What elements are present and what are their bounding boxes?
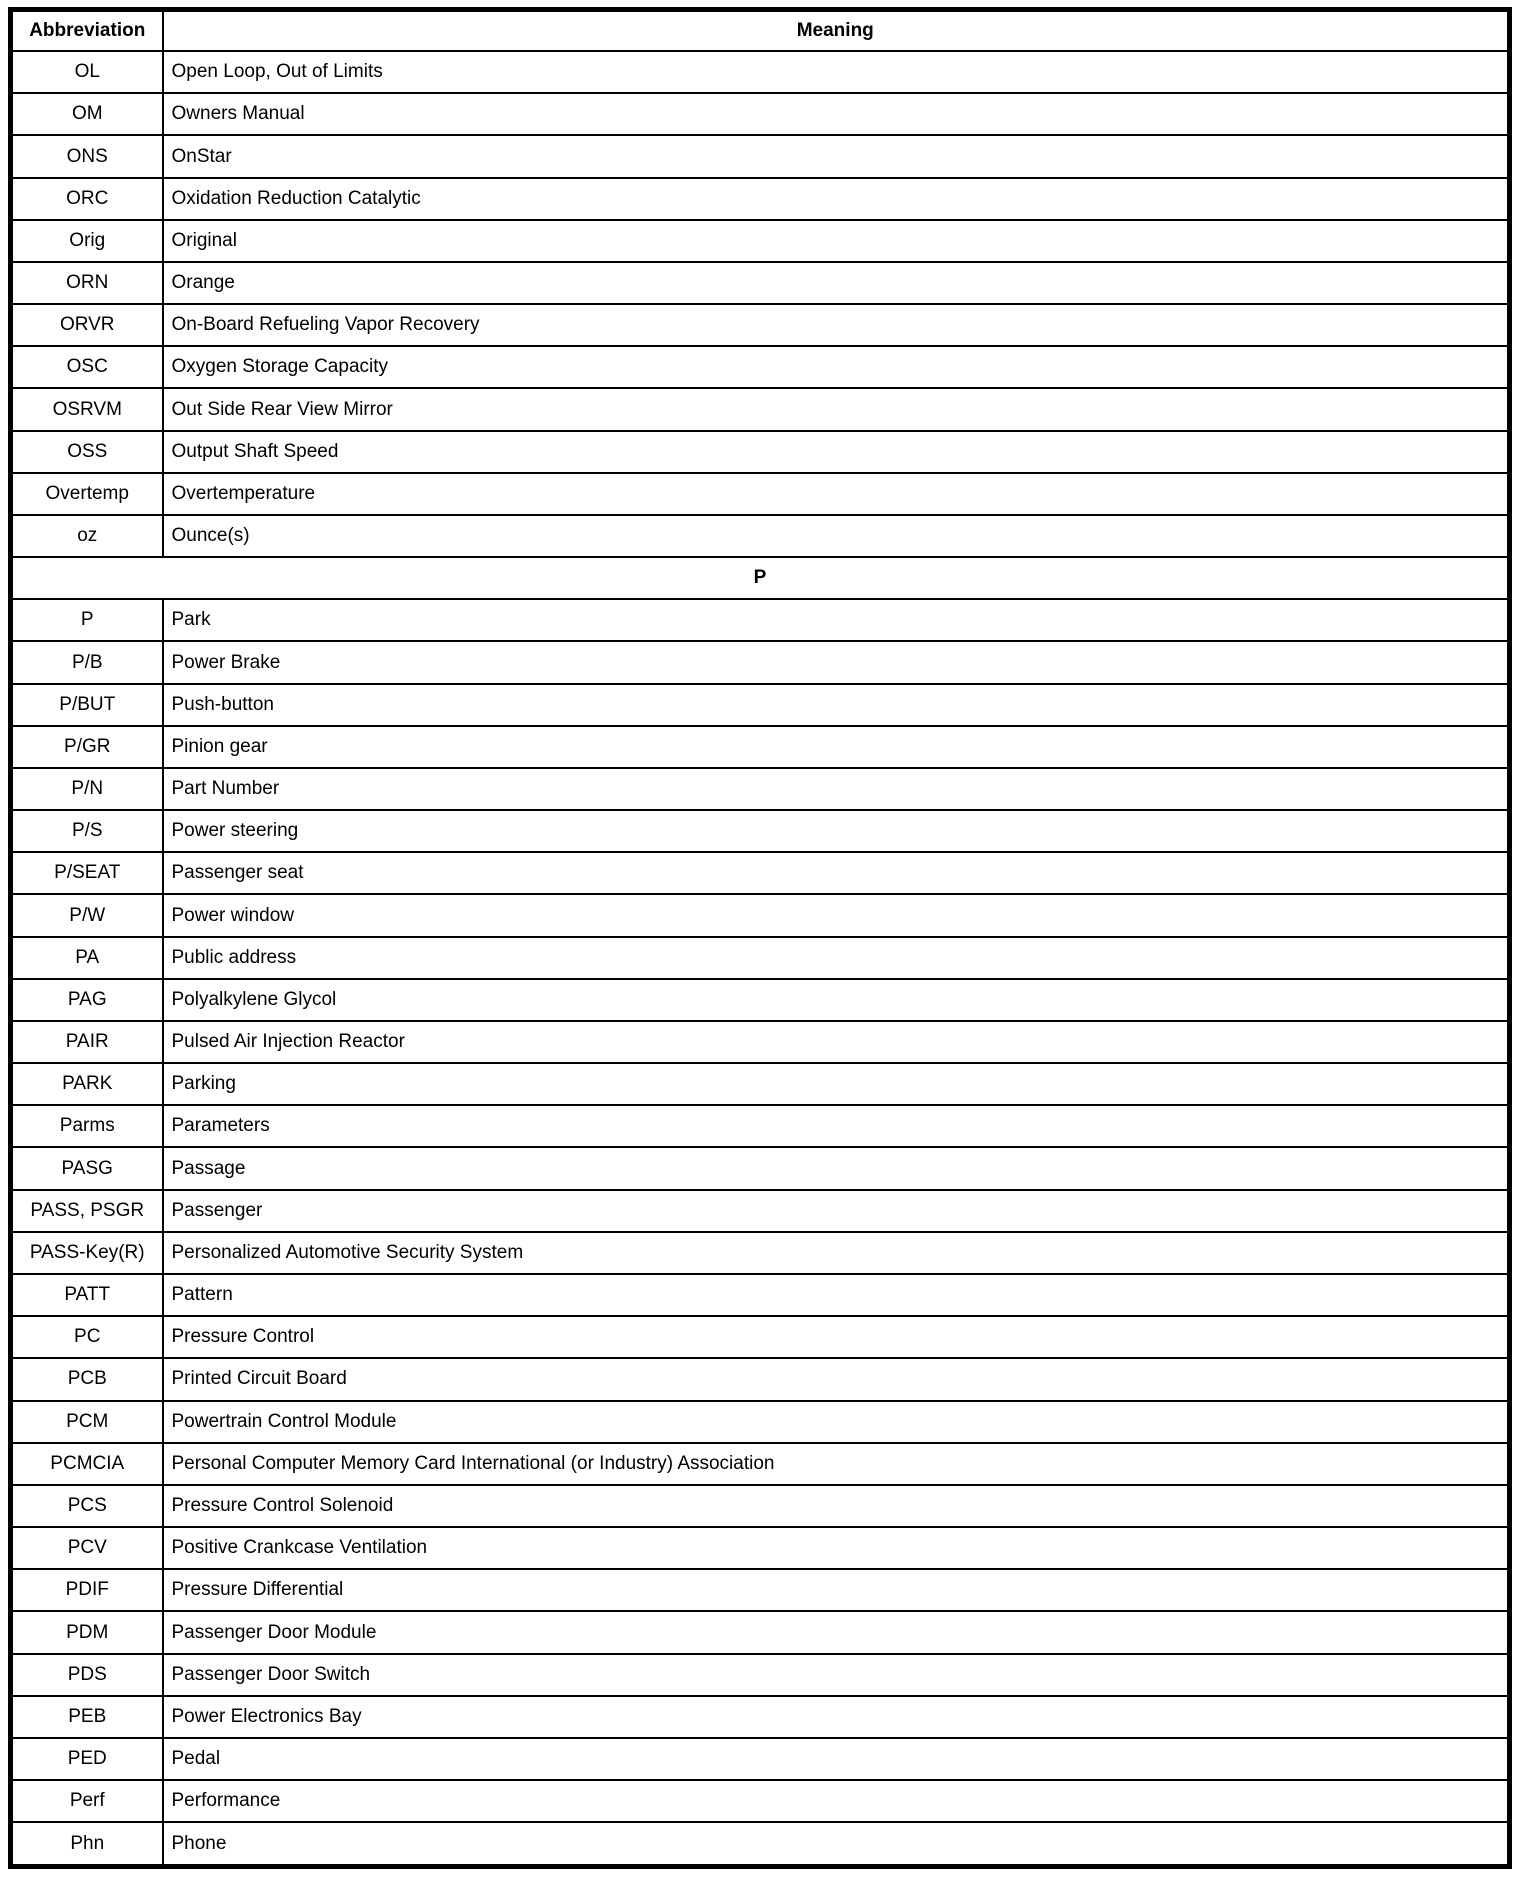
abbreviation-cell: PA (11, 937, 163, 979)
meaning-cell: Passenger (163, 1190, 1510, 1232)
table-row (11, 726, 1510, 768)
abbreviation-cell: Perf (11, 1780, 163, 1822)
abbreviation-cell: PASS, PSGR (11, 1190, 163, 1232)
abbreviation-cell: Phn (11, 1822, 163, 1866)
column-header-abbreviation: Abbreviation (11, 10, 163, 52)
table-row (11, 1822, 1510, 1866)
abbreviation-cell: P/GR (11, 726, 163, 768)
abbreviation-cell: Parms (11, 1105, 163, 1147)
abbreviation-cell: PAG (11, 979, 163, 1021)
meaning-cell: Printed Circuit Board (163, 1358, 1510, 1400)
table-row (11, 1105, 1510, 1147)
meaning-cell: Push-button (163, 684, 1510, 726)
meaning-cell: Power Brake (163, 641, 1510, 683)
abbreviation-cell: PEB (11, 1696, 163, 1738)
table-row (11, 1401, 1510, 1443)
meaning-cell: Public address (163, 937, 1510, 979)
meaning-cell: Power Electronics Bay (163, 1696, 1510, 1738)
meaning-cell: Open Loop, Out of Limits (163, 51, 1510, 93)
abbreviation-cell: PDM (11, 1611, 163, 1653)
meaning-cell: On-Board Refueling Vapor Recovery (163, 304, 1510, 346)
meaning-cell: Part Number (163, 768, 1510, 810)
meaning-cell: Phone (163, 1822, 1510, 1866)
abbreviation-cell: ONS (11, 135, 163, 177)
meaning-cell: Overtemperature (163, 473, 1510, 515)
abbreviation-cell: ORVR (11, 304, 163, 346)
abbreviation-cell: OSS (11, 431, 163, 473)
section-letter: P (11, 557, 1510, 599)
abbreviation-cell: PATT (11, 1274, 163, 1316)
meaning-cell: Power steering (163, 810, 1510, 852)
abbreviation-cell: oz (11, 515, 163, 557)
meaning-cell: Polyalkylene Glycol (163, 979, 1510, 1021)
meaning-cell: Out Side Rear View Mirror (163, 388, 1510, 430)
abbreviation-cell: ORC (11, 178, 163, 220)
table-row (11, 515, 1510, 557)
meaning-cell: Oxidation Reduction Catalytic (163, 178, 1510, 220)
abbreviation-cell: PARK (11, 1063, 163, 1105)
table-row (11, 894, 1510, 936)
abbreviation-cell: Orig (11, 220, 163, 262)
abbreviation-cell: PC (11, 1316, 163, 1358)
abbreviation-cell: P/BUT (11, 684, 163, 726)
table-row (11, 473, 1510, 515)
meaning-cell: Passenger Door Switch (163, 1654, 1510, 1696)
abbreviation-cell: P (11, 599, 163, 641)
table-row (11, 1190, 1510, 1232)
table-row (11, 1443, 1510, 1485)
table-row (11, 1696, 1510, 1738)
abbreviation-cell: P/S (11, 810, 163, 852)
meaning-cell: Personal Computer Memory Card International (or Industry) Association (163, 1443, 1510, 1485)
table-row (11, 346, 1510, 388)
table-row (11, 1527, 1510, 1569)
abbreviation-cell: OSRVM (11, 388, 163, 430)
meaning-cell: Passenger seat (163, 852, 1510, 894)
meaning-cell: Original (163, 220, 1510, 262)
abbreviation-cell: Overtemp (11, 473, 163, 515)
meaning-cell: Power window (163, 894, 1510, 936)
meaning-cell: Passage (163, 1147, 1510, 1189)
table-body (11, 51, 1510, 1867)
table-row (11, 684, 1510, 726)
meaning-cell: Pressure Control (163, 1316, 1510, 1358)
header-row (11, 10, 1510, 52)
abbreviation-cell: OSC (11, 346, 163, 388)
meaning-cell: Pressure Control Solenoid (163, 1485, 1510, 1527)
meaning-cell: Passenger Door Module (163, 1611, 1510, 1653)
abbreviation-cell: PASS-Key(R) (11, 1232, 163, 1274)
table-row (11, 1316, 1510, 1358)
table-row (11, 810, 1510, 852)
abbreviation-cell: P/W (11, 894, 163, 936)
table-row (11, 93, 1510, 135)
table-row (11, 388, 1510, 430)
table-row (11, 1358, 1510, 1400)
abbreviation-cell: OM (11, 93, 163, 135)
meaning-cell: Orange (163, 262, 1510, 304)
abbreviation-cell: PCV (11, 1527, 163, 1569)
meaning-cell: Oxygen Storage Capacity (163, 346, 1510, 388)
meaning-cell: Pressure Differential (163, 1569, 1510, 1611)
table-row (11, 641, 1510, 683)
table-row (11, 1147, 1510, 1189)
table-row (11, 220, 1510, 262)
meaning-cell: Park (163, 599, 1510, 641)
abbreviation-cell: P/B (11, 641, 163, 683)
table-row (11, 431, 1510, 473)
abbreviation-cell: P/SEAT (11, 852, 163, 894)
table-row (11, 178, 1510, 220)
table-row (11, 1232, 1510, 1274)
meaning-cell: Parking (163, 1063, 1510, 1105)
abbreviation-cell: OL (11, 51, 163, 93)
meaning-cell: Pattern (163, 1274, 1510, 1316)
abbreviation-table (8, 7, 1512, 1869)
meaning-cell: Performance (163, 1780, 1510, 1822)
abbreviation-cell: PCB (11, 1358, 163, 1400)
meaning-cell: Pulsed Air Injection Reactor (163, 1021, 1510, 1063)
table-row (11, 979, 1510, 1021)
abbreviation-cell: PAIR (11, 1021, 163, 1063)
table-row (11, 1485, 1510, 1527)
abbreviation-cell: PASG (11, 1147, 163, 1189)
table-row (11, 51, 1510, 93)
meaning-cell: Ounce(s) (163, 515, 1510, 557)
abbreviation-cell: PCM (11, 1401, 163, 1443)
meaning-cell: Powertrain Control Module (163, 1401, 1510, 1443)
abbreviation-cell: PDIF (11, 1569, 163, 1611)
meaning-cell: OnStar (163, 135, 1510, 177)
meaning-cell: Owners Manual (163, 93, 1510, 135)
abbreviation-cell: PCMCIA (11, 1443, 163, 1485)
abbreviation-cell: PDS (11, 1654, 163, 1696)
table-row (11, 1780, 1510, 1822)
abbreviation-cell: PCS (11, 1485, 163, 1527)
table-row (11, 852, 1510, 894)
table-row (11, 1611, 1510, 1653)
table-row (11, 1569, 1510, 1611)
table-row (11, 1021, 1510, 1063)
meaning-cell: Personalized Automotive Security System (163, 1232, 1510, 1274)
table-row (11, 135, 1510, 177)
section-row (11, 557, 1510, 599)
table-row (11, 1738, 1510, 1780)
table-row (11, 768, 1510, 810)
table-row (11, 1654, 1510, 1696)
meaning-cell: Parameters (163, 1105, 1510, 1147)
table-row (11, 262, 1510, 304)
abbreviation-cell: P/N (11, 768, 163, 810)
meaning-cell: Positive Crankcase Ventilation (163, 1527, 1510, 1569)
table-row (11, 1063, 1510, 1105)
column-header-meaning: Meaning (163, 10, 1510, 52)
abbreviation-cell: ORN (11, 262, 163, 304)
table-row (11, 304, 1510, 346)
meaning-cell: Pedal (163, 1738, 1510, 1780)
table-row (11, 937, 1510, 979)
table-row (11, 1274, 1510, 1316)
abbreviation-cell: PED (11, 1738, 163, 1780)
meaning-cell: Pinion gear (163, 726, 1510, 768)
table-row (11, 599, 1510, 641)
meaning-cell: Output Shaft Speed (163, 431, 1510, 473)
